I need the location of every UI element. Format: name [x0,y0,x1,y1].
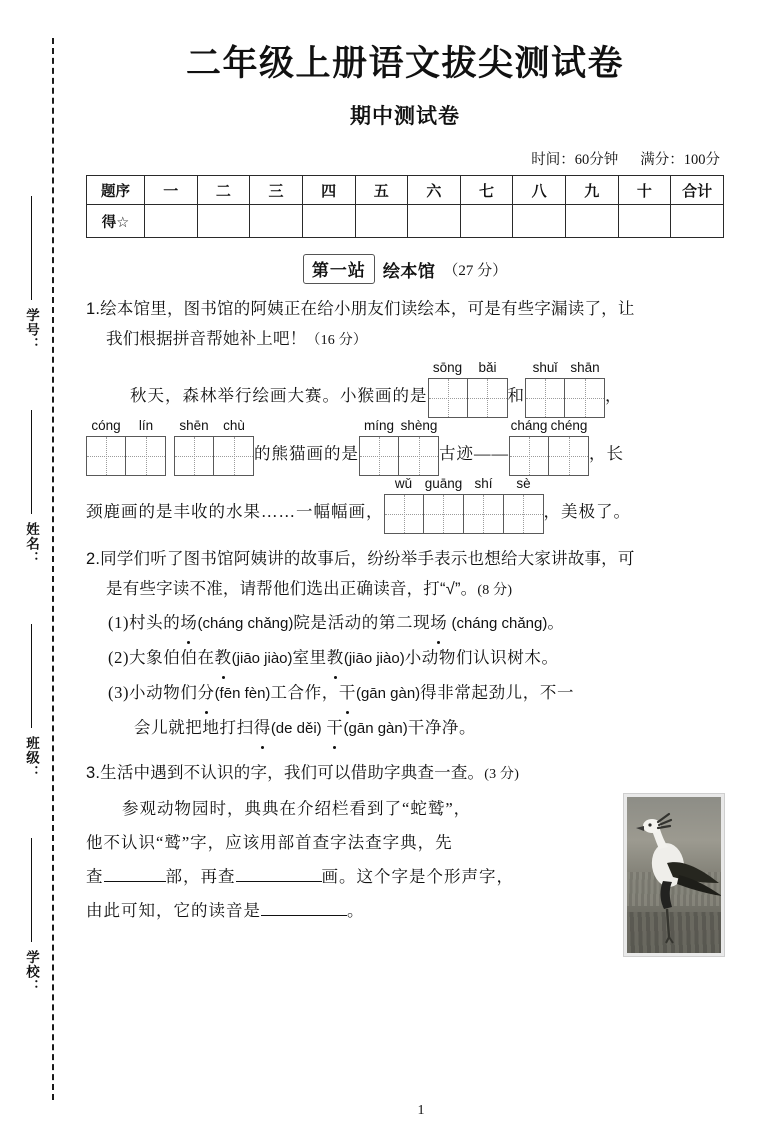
question-3-body-line-3b: 部，再查 [165,867,236,886]
pinyin-mingsheng [359,418,439,436]
table-row-header [87,176,724,205]
passage-row-2-mid-2: 古迹—— [439,444,509,463]
pinyin-conglin [86,418,166,436]
grid-cells [525,378,605,418]
sealing-dashed-line [52,38,54,1100]
score-cell-2[interactable] [197,205,250,238]
seal-rule-line [31,410,32,514]
question-3-body-line-3 [86,860,614,894]
score-cell-6[interactable] [408,205,461,238]
answer-grid-songbai[interactable] [428,360,508,418]
answer-grid-shuishan[interactable] [525,360,605,418]
subitem-text: 院是活动的第二现 [293,613,431,632]
question-2-line-2-text: 是有些字读不准，请帮他们选出正确读音，打“√”。 [106,580,478,598]
grid-cells [174,436,254,476]
answer-grid-conglin[interactable] [86,418,166,476]
score-cell-10[interactable] [618,205,671,238]
grid-cell[interactable] [504,494,544,534]
score-column-total: 合计 [671,176,724,205]
question-3-line-1-text: 3.生活中遇到不认识的字，我们可以借助字典查一查。 [86,764,485,782]
pinyin-syllable: sè [516,476,531,491]
question-1 [86,294,724,534]
score-table-row-label-points: 得☆ [87,205,145,238]
question-1-passage [86,360,724,534]
pinyin-choice-options[interactable]: (jiāo jiào) [231,650,293,667]
score-cell-9[interactable] [566,205,619,238]
score-column-4: 四 [302,176,355,205]
pinyin-shuishan [525,360,605,378]
exam-duration: 时间：60分钟 [531,152,619,168]
page-title: 二年级上册语文拔尖测试卷 [185,44,624,83]
question-3-body-line-4a: 由此可知，它的读音是 [86,901,261,920]
question-3-body-line-3c: 画。这个字是个形声字， [321,867,514,886]
subitem-number: (3) [108,683,130,702]
score-cell-total[interactable] [671,205,724,238]
score-cell-1[interactable] [145,205,198,238]
seal-field-name [16,410,46,566]
station-badge: 第一站 [303,254,375,284]
grid-cells [384,494,544,534]
passage-row-2-mid-1: 的熊猫画的是 [254,444,359,463]
question-3-body-line-2: 他不认识“鹫”字，应该用部首查字法查字典，先 [86,833,453,852]
answer-blank-pronunciation[interactable] [261,915,347,916]
score-cell-8[interactable] [513,205,566,238]
question-2-subitem-2 [86,641,724,676]
score-column-1: 一 [145,176,198,205]
grid-cell[interactable] [468,378,508,418]
pinyin-syllable: shí [474,476,493,491]
subitem-text: 。 [547,613,565,632]
pinyin-syllable: sōng [432,360,463,375]
question-1-line-1: 1.绘本馆里，图书馆的阿姨正在给小朋友们读绘本，可是有些字漏读了，让 [86,300,635,318]
score-column-8: 八 [513,176,566,205]
pinyin-syllable: shēn [179,418,209,433]
seal-rule-line [31,196,32,300]
grid-cell[interactable] [549,436,589,476]
question-3-line-1 [86,758,724,790]
score-cell-7[interactable] [460,205,513,238]
pinyin-choice-options[interactable]: (gān gàn) [343,720,408,737]
seal-label-name: 姓名： [24,522,39,566]
grid-cell[interactable] [525,378,565,418]
section-header [86,254,724,284]
secretary-bird-photo [624,794,724,956]
subitem-text: 得非常起劲儿，不一 [420,683,575,702]
emphasis-char: 教 [327,641,344,675]
question-2-subitem-3 [86,676,724,711]
page-number: 1 [417,1103,425,1118]
score-column-6: 六 [408,176,461,205]
subitem-text: 小动物们 [129,683,198,702]
passage-row-3-tail: ，美极了。 [543,502,631,521]
grid-cell[interactable] [86,436,126,476]
grid-cell[interactable] [464,494,504,534]
passage-row-1-mid: 和 [507,386,525,405]
emphasis-char: 得 [254,711,271,745]
pinyin-choice-options[interactable]: (fēn fèn) [214,685,271,702]
grid-cells [428,378,508,418]
table-row-scores [87,205,724,238]
passage-row-3-lead: 颈鹿画的是丰收的水果……一幅幅画， [86,502,384,521]
section-points: （27 分） [443,262,508,279]
pinyin-shenchu [174,418,254,436]
emphasis-char: 场 [180,606,197,640]
passage-row-2-tail: ，长 [589,444,624,463]
grid-cell[interactable] [126,436,166,476]
question-2-subitem-4 [86,711,724,746]
grid-cell[interactable] [565,378,605,418]
passage-row-1 [86,360,724,418]
pinyin-choice-options[interactable]: (jiāo jiào) [343,650,405,667]
pinyin-syllable: bǎi [478,360,497,375]
question-2 [86,544,724,746]
score-table [86,175,724,238]
pinyin-wuguangshise [384,476,544,494]
score-table-row-label: 题序 [87,176,145,205]
score-column-5: 五 [355,176,408,205]
emphasis-char: 干 [326,711,343,745]
grid-cell[interactable] [359,436,399,476]
subitem-text: 室里 [292,648,327,667]
seal-label-school: 学校： [24,950,39,994]
question-3-body-line-4 [86,894,614,928]
pinyin-syllable: guāng [424,476,463,491]
pinyin-syllable: shuǐ [532,360,558,375]
answer-grid-shenchu[interactable] [174,418,254,476]
passage-row-1-tail: ， [605,386,623,405]
seal-rule-line [31,838,32,942]
pinyin-syllable: míng [363,418,394,433]
subitem-text: 工合作， [270,683,339,702]
grid-cells [359,436,439,476]
question-2-items [86,606,724,746]
score-cell-3[interactable] [250,205,303,238]
answer-grid-wuguangshise[interactable] [384,476,544,534]
passage-row-1-lead: 秋天，森林举行绘画大赛。小猴画的是 [130,386,428,405]
pinyin-choice-options[interactable]: (cháng chǎng) [447,615,548,632]
score-column-7: 七 [460,176,513,205]
grid-cell[interactable] [509,436,549,476]
answer-blank-strokes[interactable] [236,881,322,882]
score-cell-4[interactable] [302,205,355,238]
pinyin-syllable: cóng [91,418,121,433]
pinyin-changcheng [509,418,589,436]
subitem-number: (2) [108,648,130,667]
subitem-text: 会儿就把地打扫 [134,718,254,737]
seal-field-school [16,838,46,994]
question-1-points: （16 分） [306,333,368,348]
grid-cells [509,436,589,476]
exam-page [62,0,780,1135]
score-cell-5[interactable] [355,205,408,238]
pinyin-syllable: shān [570,360,600,375]
question-2-points: (8 分) [477,583,513,598]
grid-cell[interactable] [174,436,214,476]
passage-row-3 [86,476,724,534]
pinyin-choice-options[interactable]: (cháng chǎng) [197,615,294,632]
question-2-line-1: 2.同学们听了图书馆阿姨讲的故事后，纷纷举手表示也想给大家讲故事，可 [86,550,635,568]
seal-field-class [16,624,46,780]
answer-blank-radical[interactable] [104,881,166,882]
question-2-line-2 [86,574,724,606]
passage-row-2 [86,418,724,476]
question-3-text [86,792,614,956]
seal-field-student-id [16,196,46,352]
pinyin-choice-options[interactable]: (gān gàn) [355,685,421,702]
question-1-line-2-text: 我们根据拼音帮她补上吧！ [106,330,307,348]
pinyin-syllable: shèng [400,418,438,433]
subitem-number: (1) [108,613,130,632]
emphasis-char: 场 [430,606,447,640]
exam-total-score: 满分：100分 [640,152,720,168]
score-column-2: 二 [197,176,250,205]
pinyin-syllable: lín [138,418,154,433]
sealing-margin [0,0,62,1135]
seal-label-student-id: 学号： [24,308,39,352]
grid-cell[interactable] [428,378,468,418]
seal-label-class: 班级： [24,736,39,780]
question-2-subitem-1 [86,606,724,641]
emphasis-char: 干 [339,676,356,710]
pinyin-syllable: wǔ [394,476,413,491]
question-3-points: (3 分) [484,767,520,782]
section-name: 绘本馆 [382,261,436,281]
question-3-body-line-3a: 查 [86,867,104,886]
bird-illustration-icon [627,797,724,956]
grid-cells [86,436,166,476]
exam-meta [86,148,724,169]
subitem-text: 村头的 [129,613,181,632]
subitem-text: 干净净。 [407,718,477,737]
subitem-text: 小动物们认识树木。 [404,648,559,667]
emphasis-char: 分 [197,676,214,710]
question-3 [86,758,724,956]
score-column-9: 九 [566,176,619,205]
score-column-3: 三 [250,176,303,205]
page-subtitle: 期中测试卷 [350,104,460,128]
question-1-line-2 [86,324,724,356]
grid-cell[interactable] [399,436,439,476]
question-3-body-line-4b: 。 [347,901,365,920]
emphasis-char: 教 [215,641,232,675]
answer-grid-mingsheng[interactable] [359,418,439,476]
grid-cell[interactable] [424,494,464,534]
answer-grid-changcheng[interactable] [509,418,589,476]
subitem-text: 大象伯伯在 [129,648,215,667]
pinyin-songbai [428,360,508,378]
pinyin-syllable: chù [223,418,245,433]
pinyin-choice-options[interactable]: (de děi) [270,720,322,737]
pinyin-syllable: chéng [550,418,588,433]
question-3-body [86,792,724,956]
question-3-body-line-1: 参观动物园时，典典在介绍栏看到了“蛇鹫”， [122,799,472,818]
seal-rule-line [31,624,32,728]
pinyin-syllable: cháng [510,418,548,433]
grid-cell[interactable] [384,494,424,534]
score-column-10: 十 [618,176,671,205]
grid-cell[interactable] [214,436,254,476]
